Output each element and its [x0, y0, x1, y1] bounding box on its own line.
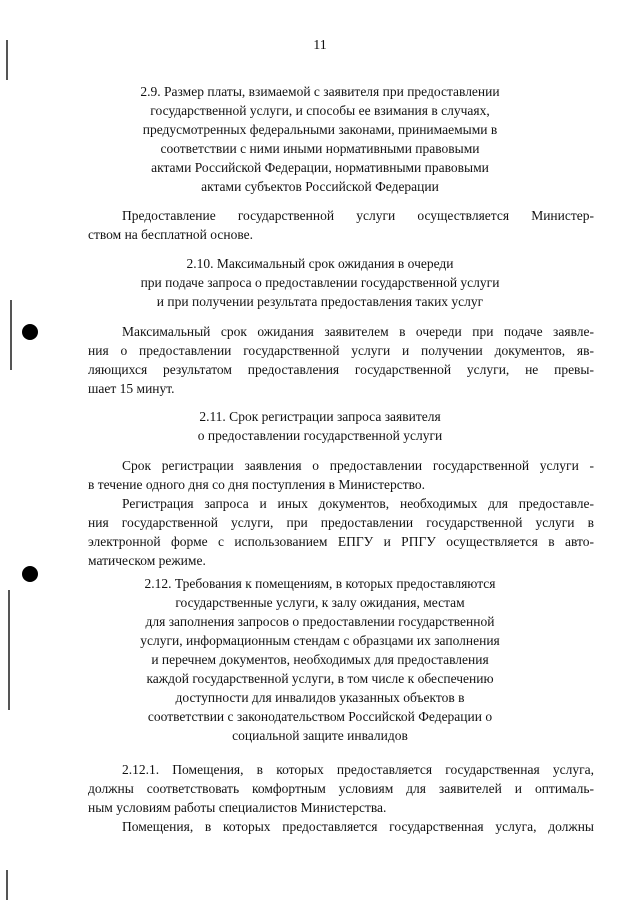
body-line: матическом режиме. — [88, 553, 206, 568]
heading-line: актами субъектов Российской Федерации — [201, 179, 439, 194]
heading-line: при подаче запроса о предоставлении государственной услуги — [140, 275, 500, 290]
scan-edge-speck — [8, 590, 10, 710]
body-line: шает 15 минут. — [88, 381, 175, 396]
heading-line: социальной защите инвалидов — [232, 728, 408, 743]
body-line: электронной форме с использованием ЕПГУ и РПГУ осуществляется в авто- — [88, 534, 594, 549]
heading-line: каждой государственной услуги, в том числе к обеспечению — [146, 671, 494, 686]
body-line: ляющихся результатом предоставления государственной услуги, не превы- — [88, 362, 594, 377]
body-line: Помещения, в которых предоставляется государственная услуга, должны — [122, 819, 594, 834]
heading-line: для заполнения запросов о предоставлении государственной — [145, 614, 495, 629]
page-number: 11 — [313, 38, 327, 53]
scan-edge-speck — [10, 300, 12, 370]
heading-line: 2.12. Требования к помещениям, в которых предоставляются — [144, 576, 496, 591]
heading-line: соответствии с ними иными нормативными правовыми — [160, 141, 480, 156]
heading-line: предусмотренных федеральными законами, принимаемыми в — [142, 122, 498, 137]
binder-hole-mark — [22, 324, 38, 340]
binder-hole-mark — [22, 566, 38, 582]
body-line: Максимальный срок ожидания заявителем в очереди при подаче заявле- — [122, 324, 594, 339]
heading-line: актами Российской Федерации, нормативными правовыми — [151, 160, 489, 175]
heading-line: доступности для инвалидов указанных объектов в — [175, 690, 465, 705]
body-line: ния государственной услуги, при предоставлении государственной услуги в — [88, 515, 594, 530]
body-line: должны соответствовать комфортным условиям для заявителей и оптималь- — [88, 781, 594, 796]
heading-line: соответствии с законодательством Российской Федерации о — [147, 709, 493, 724]
scan-edge-speck — [6, 870, 8, 900]
scan-edge-speck — [6, 40, 8, 80]
body-line: ным условиям работы специалистов Министерства. — [88, 800, 387, 815]
body-line: в течение одного дня со дня поступления в Министерство. — [88, 477, 426, 492]
heading-line: 2.10. Максимальный срок ожидания в очереди — [186, 256, 454, 271]
heading-line: услуги, информационным стендам с образцами их заполнения — [140, 633, 500, 648]
heading-line: и при получении результата предоставления таких услуг — [156, 294, 484, 309]
body-line: ния о предоставлении государственной услуги и получении документов, яв- — [88, 343, 594, 358]
body-line: Регистрация запроса и иных документов, необходимых для предоставле- — [122, 496, 594, 511]
body-line: Предоставление государственной услуги осуществляется Министер- — [122, 208, 594, 223]
heading-line: 2.9. Размер платы, взимаемой с заявителя при предоставлении — [140, 84, 500, 99]
heading-line: и перечнем документов, необходимых для предоставления — [151, 652, 489, 667]
body-line: Срок регистрации заявления о предоставлении государственной услуги - — [122, 458, 594, 473]
body-line: ством на бесплатной основе. — [88, 227, 253, 242]
heading-line: государственной услуги, и способы ее взимания в случаях, — [150, 103, 490, 118]
heading-line: государственные услуги, к залу ожидания, местам — [175, 595, 465, 610]
heading-line: 2.11. Срок регистрации запроса заявителя — [199, 409, 441, 424]
heading-line: о предоставлении государственной услуги — [197, 428, 443, 443]
body-line: 2.12.1. Помещения, в которых предоставляется государственная услуга, — [122, 762, 594, 777]
